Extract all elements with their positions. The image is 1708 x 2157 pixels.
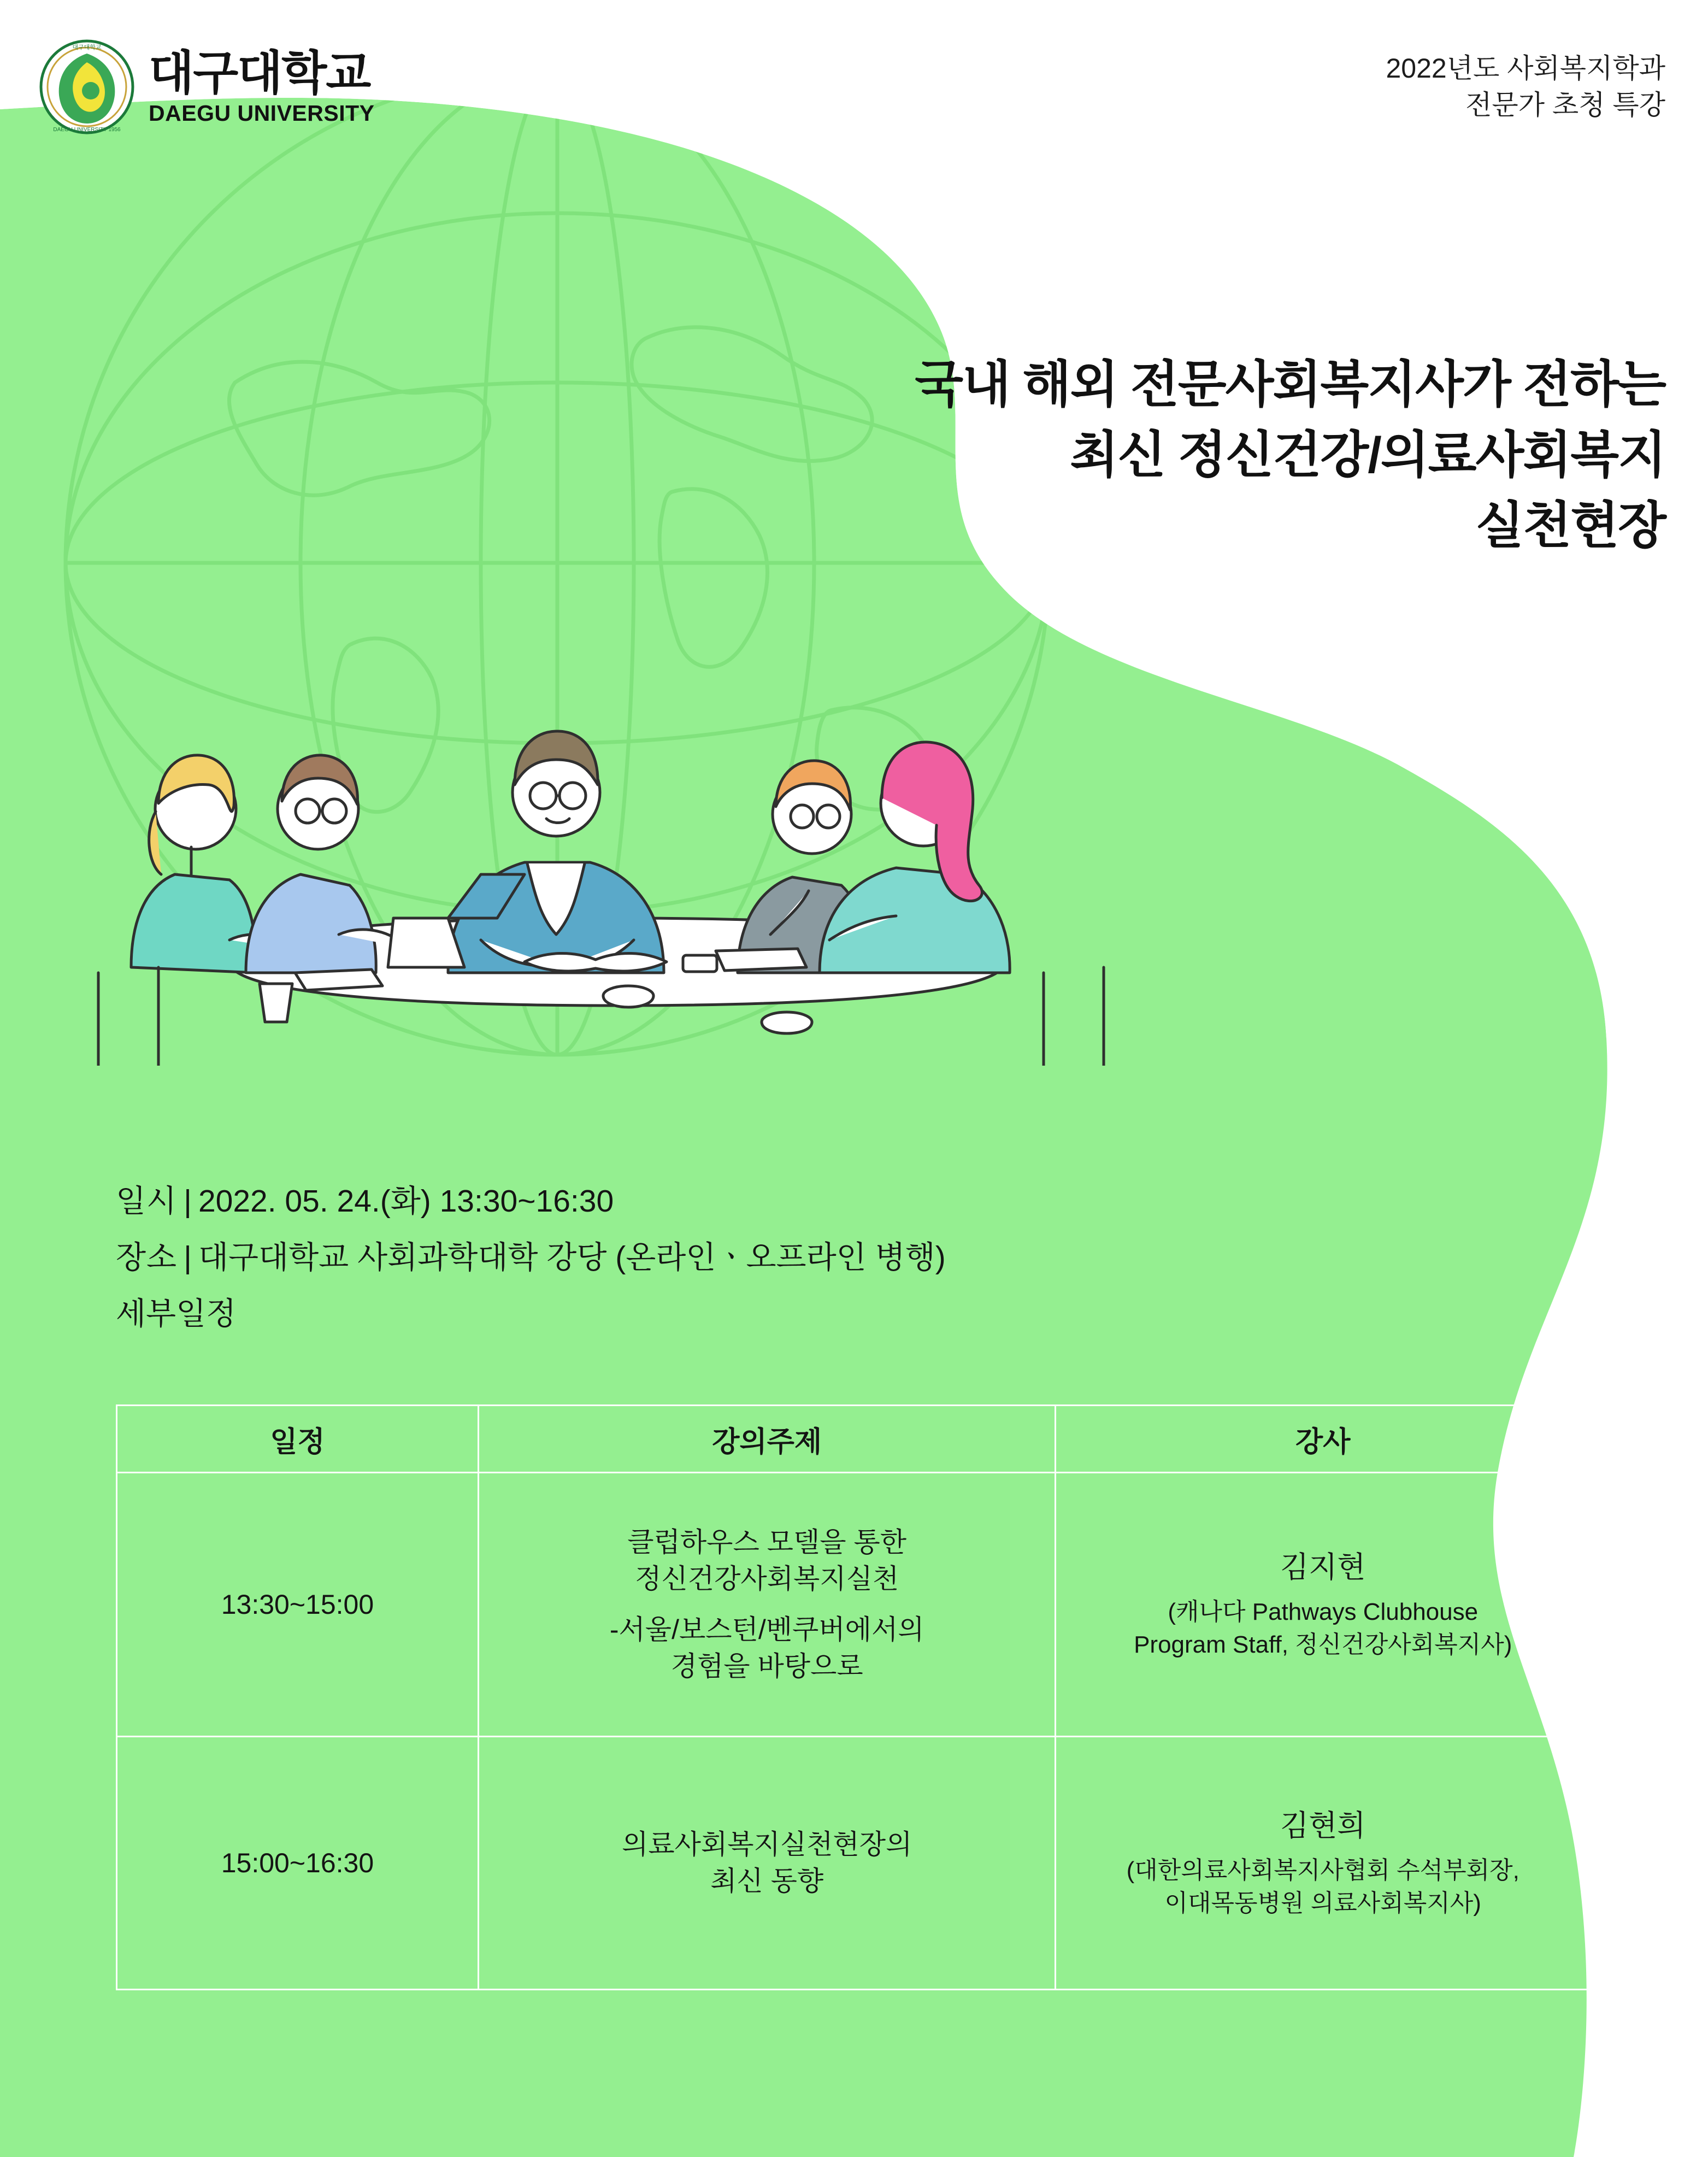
svg-text:대구대학교: 대구대학교 bbox=[72, 44, 102, 51]
topic-main: 의료사회복지실천현장의 최신 동향 bbox=[622, 1829, 912, 1896]
cell-speaker bbox=[1056, 1737, 1591, 1990]
info-place-value: 대구대학교 사회과학대학 강당 (온라인ㆍ오프라인 병행) bbox=[198, 1240, 946, 1275]
speaker-affiliation: (캐나다 Pathways Clubhouse Program Staff, 정신건강사회복지사) bbox=[1134, 1598, 1512, 1659]
topic-sub: -서울/보스턴/벤쿠버에서의 경험을 바탕으로 bbox=[609, 1614, 924, 1682]
title-line-3: 실천현장 bbox=[1475, 497, 1665, 554]
daegu-university-emblem-icon bbox=[38, 38, 136, 136]
cell-time: 15:00~16:30 bbox=[117, 1737, 479, 1990]
info-place-separator: | bbox=[184, 1240, 192, 1275]
svg-text:DAEGU UNIVERSITY 1956: DAEGU UNIVERSITY 1956 bbox=[53, 127, 121, 133]
page-title bbox=[915, 350, 1665, 561]
topic-main: 클럽하우스 모델을 통한 정신건강사회복지실천 bbox=[627, 1527, 907, 1594]
info-place-row bbox=[116, 1242, 946, 1273]
info-date-separator: | bbox=[184, 1184, 192, 1219]
info-place-label: 장소 bbox=[116, 1240, 178, 1275]
table-row bbox=[117, 1737, 1591, 1990]
table-header-row bbox=[117, 1406, 1591, 1473]
event-series-header bbox=[1386, 50, 1665, 124]
column-header-time: 일정 bbox=[117, 1406, 479, 1473]
cell-topic bbox=[478, 1473, 1056, 1737]
column-header-topic: 강의주제 bbox=[478, 1406, 1056, 1473]
header-line-2: 전문가 초청 특강 bbox=[1465, 90, 1665, 120]
info-date-row bbox=[116, 1186, 946, 1217]
event-info bbox=[116, 1186, 946, 1355]
university-name-en: DAEGU UNIVERSITY bbox=[149, 100, 375, 126]
header-line-1: 2022년도 사회복지학과 bbox=[1386, 53, 1665, 84]
schedule-table bbox=[116, 1404, 1591, 1990]
meeting-table-illustration bbox=[66, 590, 1169, 1066]
title-line-1: 국내 해외 전문사회복지사가 전하는 bbox=[915, 357, 1665, 413]
info-date-value: 2022. 05. 24.(화) 13:30~16:30 bbox=[198, 1184, 614, 1219]
cell-time: 13:30~15:00 bbox=[117, 1473, 479, 1737]
cell-topic bbox=[478, 1737, 1056, 1990]
column-header-speaker: 강사 bbox=[1056, 1406, 1591, 1473]
speaker-name: 김현희 bbox=[1280, 1809, 1366, 1842]
info-date-label: 일시 bbox=[116, 1184, 178, 1219]
cell-speaker bbox=[1056, 1473, 1591, 1737]
university-name-kr: 대구대학교 bbox=[149, 46, 370, 99]
university-logo bbox=[38, 38, 375, 136]
info-detail-label: 세부일정 bbox=[116, 1296, 237, 1331]
speaker-affiliation: (대한의료사회복지사협회 수석부회장, 이대목동병원 의료사회복지사) bbox=[1126, 1857, 1519, 1917]
title-line-2: 최신 정신건강/의료사회복지 bbox=[1070, 427, 1665, 483]
table-row bbox=[117, 1473, 1591, 1737]
speaker-name: 김지현 bbox=[1280, 1550, 1366, 1584]
